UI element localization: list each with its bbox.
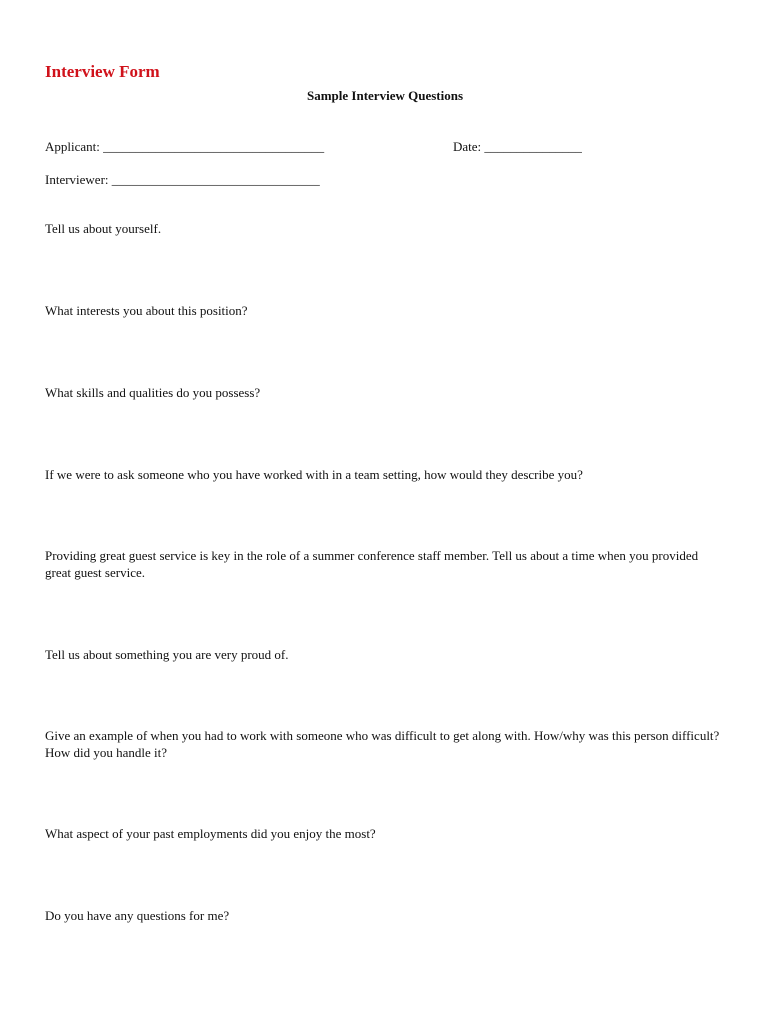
question-2: What interests you about this position? bbox=[45, 303, 248, 318]
date-label: Date: bbox=[453, 139, 482, 154]
question-7: Give an example of when you had to work with someone who was difficult to get along with. How/why was this person difficult? How did you handle it? bbox=[45, 728, 720, 760]
question-9: Do you have any questions for me? bbox=[45, 908, 230, 923]
form-title: Interview Form bbox=[45, 62, 160, 81]
interviewer-blank-line[interactable]: ________________________________ bbox=[111, 172, 320, 187]
question-5: Providing great guest service is key in the role of a summer conference staff member. Tell us about a time when you provided great guest service. bbox=[45, 548, 699, 580]
date-blank-line[interactable]: _______________ bbox=[484, 139, 582, 154]
interviewer-field bbox=[45, 172, 320, 188]
question-1: Tell us about yourself. bbox=[45, 221, 162, 236]
form-subtitle: Sample Interview Questions bbox=[307, 88, 463, 103]
question-8: What aspect of your past employments did you enjoy the most? bbox=[45, 826, 376, 841]
date-field bbox=[453, 139, 582, 155]
question-6: Tell us about something you are very proud of. bbox=[45, 647, 289, 662]
applicant-blank-line[interactable]: __________________________________ bbox=[103, 139, 325, 154]
interviewer-label: Interviewer: bbox=[45, 172, 109, 187]
question-4: If we were to ask someone who you have worked with in a team setting, how would they describe you? bbox=[45, 467, 583, 482]
question-3: What skills and qualities do you possess? bbox=[45, 385, 261, 400]
applicant-label: Applicant: bbox=[45, 139, 100, 154]
applicant-field bbox=[45, 139, 324, 155]
